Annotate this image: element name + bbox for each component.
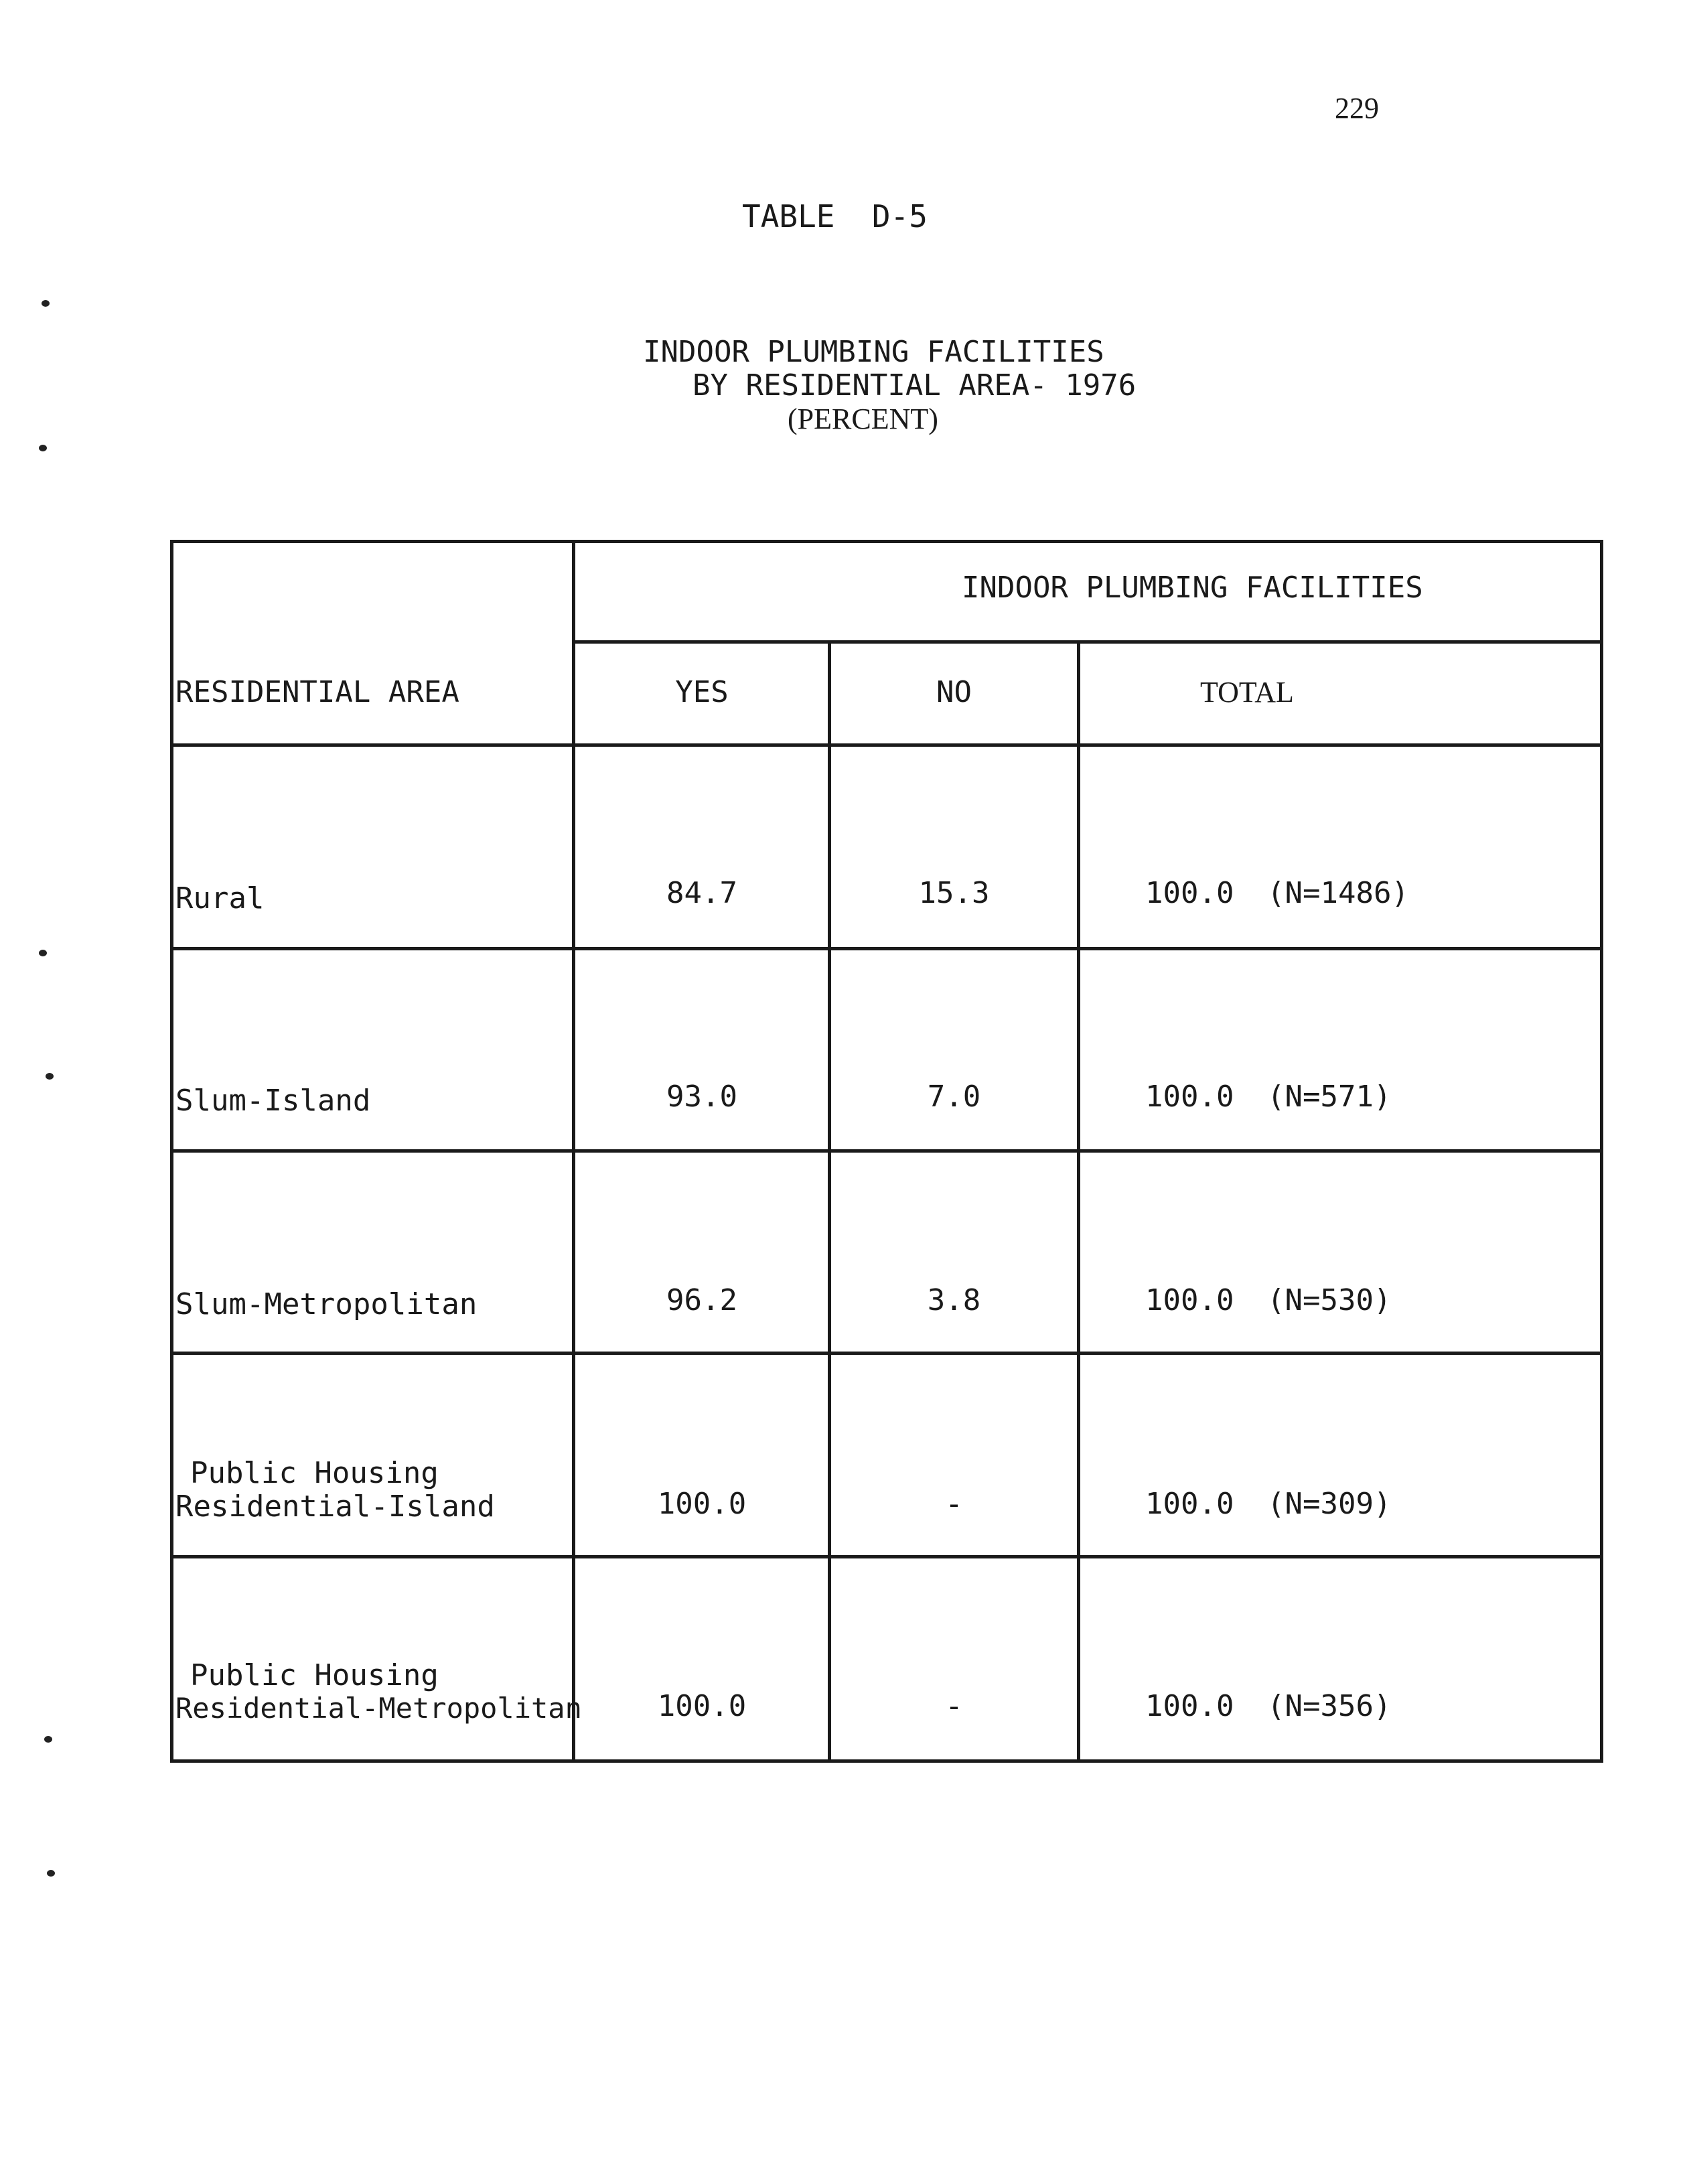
cell-n: (N=1486)	[1267, 876, 1409, 910]
cell-yes: 100.0	[657, 1487, 747, 1521]
cell-total: 100.0	[1145, 1689, 1234, 1723]
row-area-label: Slum-Metropolitan	[175, 1287, 478, 1321]
table-title-line-2: BY RESIDENTIAL AREA- 1976	[692, 368, 1137, 403]
column-header-residential-area: RESIDENTIAL AREA	[175, 675, 459, 709]
column-divider-yes	[828, 640, 831, 1763]
row-area-label-line-1: Public Housing	[190, 1456, 439, 1490]
cell-n: (N=309)	[1267, 1487, 1392, 1521]
header-bottom-rule	[170, 743, 1603, 747]
row-divider	[170, 1352, 1603, 1355]
cell-yes: 84.7	[666, 876, 737, 910]
table-title-line-1: INDOOR PLUMBING FACILITIES	[643, 335, 1104, 369]
scan-speck	[44, 1736, 52, 1743]
cell-no: 3.8	[927, 1283, 981, 1317]
row-area-label-line-2: Residential-Metropolitan	[175, 1692, 582, 1725]
row-area-label-line-2: Residential-Island	[175, 1489, 495, 1524]
scan-speck	[39, 950, 47, 956]
cell-n: (N=530)	[1267, 1283, 1392, 1317]
column-divider-no	[1077, 640, 1080, 1763]
row-divider	[170, 1555, 1603, 1558]
column-group-header: INDOOR PLUMBING FACILITIES	[962, 571, 1423, 605]
cell-total: 100.0	[1145, 1283, 1234, 1317]
scan-speck	[42, 300, 50, 307]
cell-n: (N=356)	[1267, 1689, 1392, 1723]
scan-speck	[39, 445, 47, 451]
cell-total: 100.0	[1145, 876, 1234, 910]
cell-no: 7.0	[927, 1080, 981, 1114]
scan-speck	[47, 1870, 55, 1877]
row-divider	[170, 1149, 1603, 1153]
row-area-label-line-1: Public Housing	[190, 1658, 439, 1692]
scan-speck	[46, 1073, 54, 1080]
cell-n: (N=571)	[1267, 1080, 1392, 1114]
column-header-yes: YES	[675, 675, 729, 709]
cell-no: 15.3	[918, 876, 990, 910]
table-title-line-3: (PERCENT)	[788, 403, 938, 435]
row-divider	[170, 947, 1603, 950]
page-number: 229	[1335, 92, 1379, 125]
cell-no: -	[945, 1487, 963, 1521]
cell-yes: 100.0	[657, 1689, 747, 1723]
header-group-divider	[572, 640, 1603, 644]
row-area-label: Rural	[175, 881, 265, 916]
column-header-no: NO	[936, 675, 972, 709]
row-area-label: Slum-Island	[175, 1084, 371, 1118]
cell-no: -	[945, 1689, 963, 1723]
table-label: TABLE D-5	[742, 198, 928, 234]
cell-yes: 93.0	[666, 1080, 737, 1114]
cell-total: 100.0	[1145, 1080, 1234, 1114]
cell-total: 100.0	[1145, 1487, 1234, 1521]
cell-yes: 96.2	[666, 1283, 737, 1317]
column-header-total: TOTAL	[1200, 676, 1294, 709]
